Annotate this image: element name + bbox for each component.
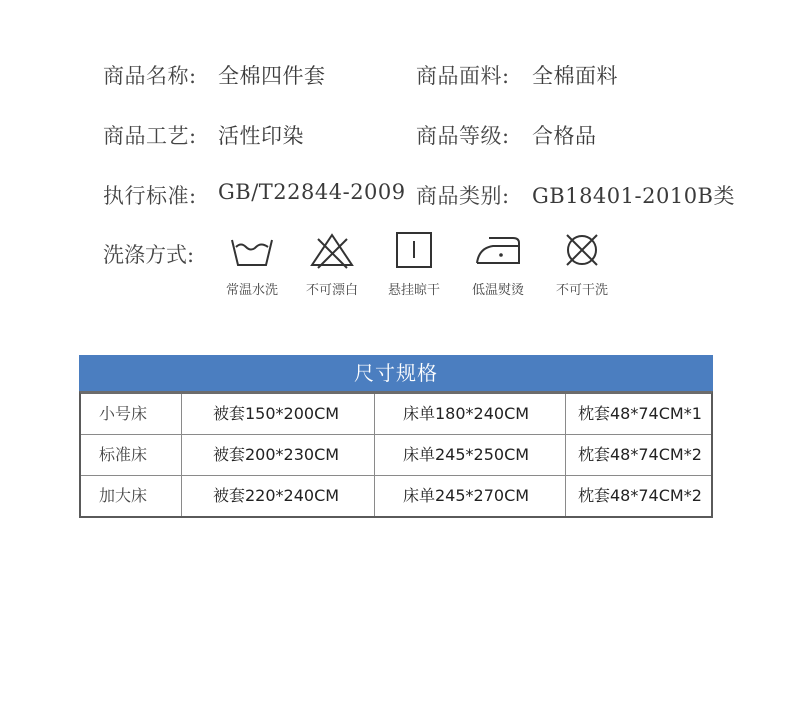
care-item-hang: [374, 231, 454, 298]
low-iron-icon: [473, 231, 523, 269]
care-text-hang: 悬挂晾干: [387, 283, 440, 298]
bed-size-cell: 小号床: [99, 404, 148, 423]
size-table: [79, 355, 713, 518]
care-item-bleach: [292, 231, 372, 298]
standard-label: 执行标准:: [103, 184, 197, 208]
info-row-craft: [0, 120, 790, 160]
size-table-title: 尺寸规格: [79, 355, 713, 391]
sheet-size-cell: 床单245*270CM: [374, 476, 565, 516]
no-dry-clean-icon: [557, 231, 607, 269]
bed-size-cell: 加大床: [99, 486, 148, 505]
size-table-body: [79, 391, 713, 518]
duvet-size-cell: 被套220*240CM: [181, 476, 374, 516]
care-item-iron: [458, 231, 538, 298]
bed-size-cell: 标准床: [99, 445, 148, 464]
pillowcase-size-cell: 枕套48*74CM*2: [565, 476, 711, 516]
category-label: 商品类别:: [416, 184, 510, 208]
sheet-size-cell: 床单180*240CM: [374, 394, 565, 434]
table-row: [81, 434, 711, 475]
craft-label: 商品工艺:: [103, 124, 197, 148]
care-item-wash: [212, 231, 292, 298]
info-row-name: [0, 60, 790, 100]
no-bleach-icon: [307, 231, 357, 269]
care-label: 洗涤方式:: [103, 243, 195, 267]
grade-value: 合格品: [532, 124, 597, 148]
product-name-value: 全棉四件套: [218, 64, 326, 88]
fabric-label: 商品面料:: [416, 64, 510, 88]
sheet-size-cell: 床单245*250CM: [374, 435, 565, 475]
table-row: [81, 394, 711, 434]
duvet-size-cell: 被套150*200CM: [181, 394, 374, 434]
care-text-bleach: 不可漂白: [305, 283, 358, 298]
wash-tub-icon: [227, 231, 277, 269]
grade-label: 商品等级:: [416, 124, 510, 148]
fabric-value: 全棉面料: [532, 64, 618, 88]
pillowcase-size-cell: 枕套48*74CM*1: [565, 394, 711, 434]
hang-dry-icon: [389, 231, 439, 269]
care-text-wash: 常温水洗: [225, 283, 278, 298]
pillowcase-size-cell: 枕套48*74CM*2: [565, 435, 711, 475]
table-row: [81, 475, 711, 516]
duvet-size-cell: 被套200*230CM: [181, 435, 374, 475]
care-text-iron: 低温熨烫: [471, 283, 524, 298]
care-text-dryclean: 不可干洗: [555, 283, 608, 298]
craft-value: 活性印染: [218, 124, 304, 148]
care-item-dryclean: [542, 231, 622, 298]
product-name-label: 商品名称:: [103, 64, 197, 88]
standard-value: GB/T22844-2009: [218, 180, 406, 204]
info-row-standard: [0, 180, 790, 220]
category-value: GB18401-2010B类: [532, 184, 735, 208]
